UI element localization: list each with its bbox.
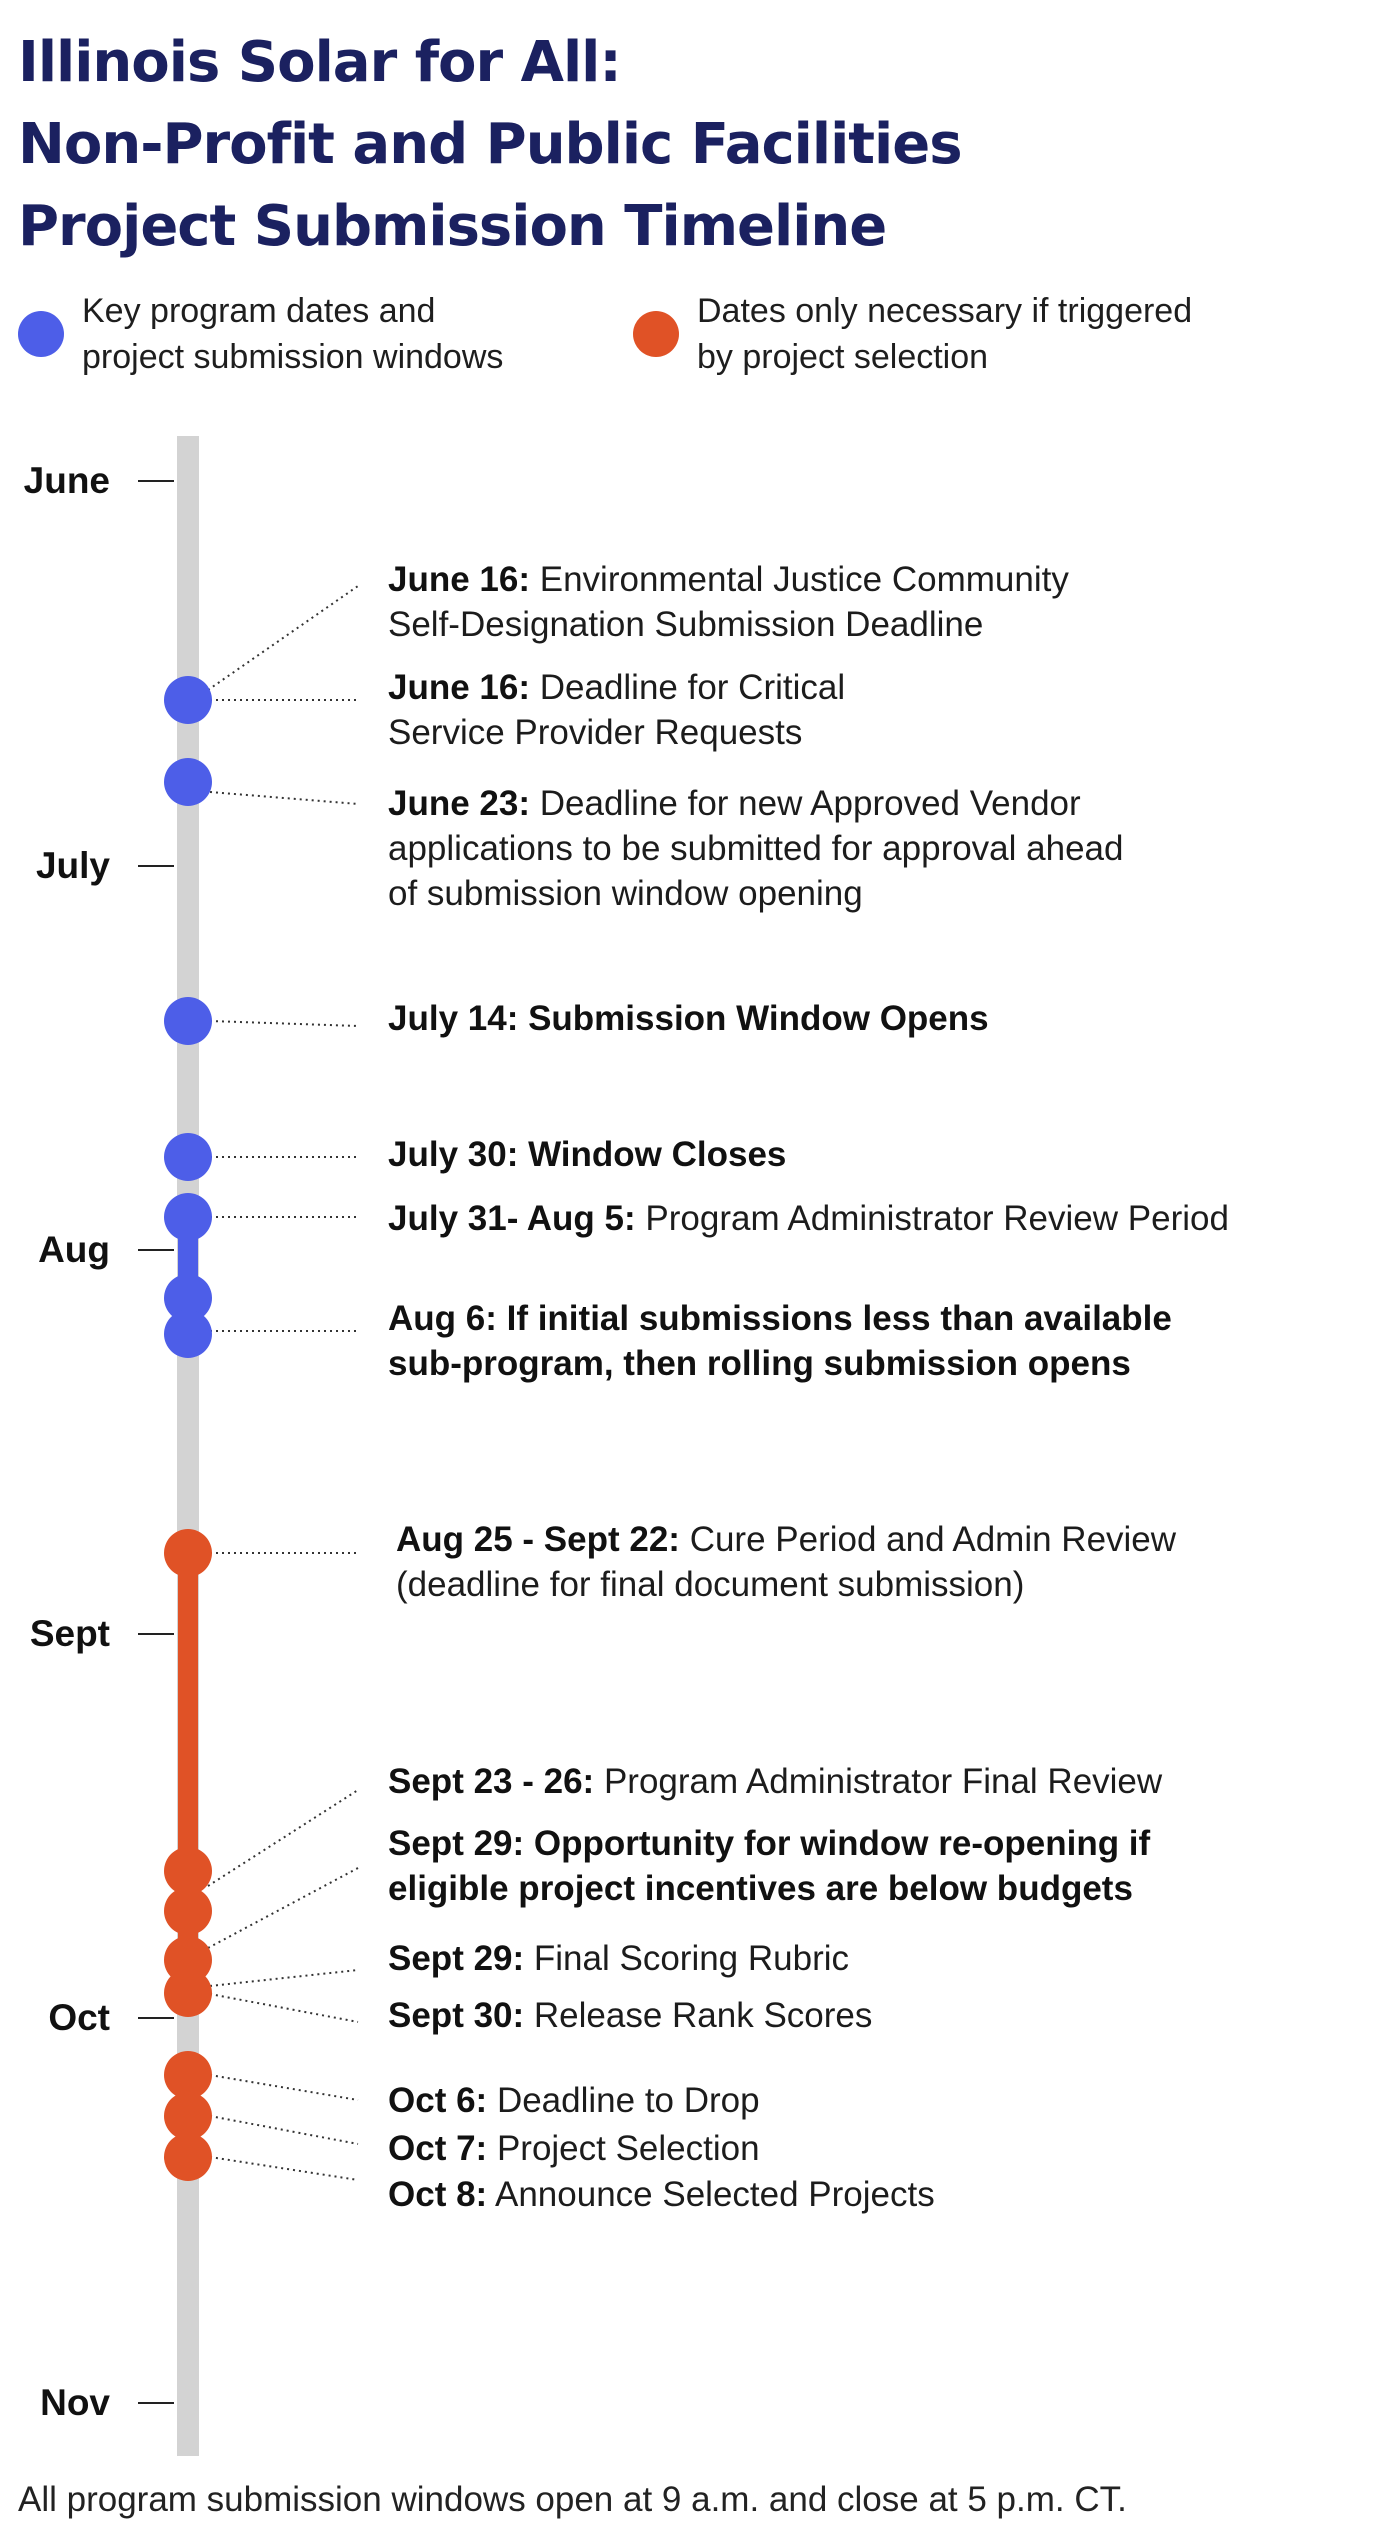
page-title [18,22,962,268]
legend-label-line: Key program dates and [82,292,436,330]
event-date: Sept 30: [388,1996,525,2035]
event-desc: Deadline for new Approved Vendor [539,784,1081,823]
event-date: June 16: [388,560,530,599]
title-line: Illinois Solar for All: [18,30,621,95]
footer-note: All program submission windows open at 9 a.m. and close at 5 p.m. CT. [18,2480,1127,2519]
event-label [388,557,1069,647]
event-desc: Announce Selected Projects [495,2175,935,2214]
event-label [388,1821,1150,1911]
event-date: Oct 6: [388,2081,488,2120]
event-label [388,781,1123,916]
event-desc: Program Administrator Final Review [603,1762,1163,1801]
event-label [388,1132,786,1177]
event-desc: Self-Designation Submission Deadline [388,605,984,644]
event-date: July 14: Submission Window Opens [388,999,989,1038]
month-label-aug: Aug [38,1229,110,1270]
event-dot [164,1887,212,1935]
month-label-sept: Sept [29,1613,110,1654]
event-dot [164,1969,212,2017]
month-label-july: July [35,845,110,886]
event-desc: Service Provider Requests [388,713,803,752]
event-desc: Final Scoring Rubric [533,1939,850,1978]
legend-item-triggered-dates [633,288,1192,380]
event-label [388,1993,872,2038]
event-dot [164,2092,212,2140]
event-desc: Release Rank Scores [533,1996,873,2035]
event-label [388,665,845,755]
event-label [396,1517,1176,1607]
legend-blue-dot [18,311,64,357]
legend-label [82,288,503,380]
event-desc: Deadline to Drop [496,2081,760,2120]
event-label [388,1759,1162,1804]
event-dot [164,2051,212,2099]
event-label [388,1936,849,1981]
event-date: June 16: [388,668,530,707]
event-dot [164,758,212,806]
event-date: Sept 23 - 26: [388,1762,595,1801]
connector [208,586,358,690]
connector [210,1970,358,1986]
event-dot [164,997,212,1045]
event-desc: Environmental Justice Community [539,560,1069,599]
event-dot [164,2133,212,2181]
event-dot [164,1193,212,1241]
event-date: Aug 6: If initial submissions less than available [388,1299,1172,1338]
event-desc: (deadline for final document submission) [396,1565,1025,1604]
event-label [388,1196,1229,1241]
connector [210,792,358,804]
connector [210,2157,358,2180]
event-dot [164,1529,212,1577]
event-desc: Deadline for Critical [539,668,846,707]
connector [210,1994,358,2022]
title-line: Non-Profit and Public Facilities [18,112,962,177]
connectors [208,586,358,2180]
event-date: eligible project incentives are below budgets [388,1869,1133,1908]
event-date: July 30: Window Closes [388,1135,787,1174]
month-label-june: June [23,460,110,501]
connector [208,1790,358,1886]
event-label [388,996,989,1041]
event-date: Aug 25 - Sept 22: [396,1520,680,1559]
event-label [388,1296,1172,1386]
event-dot [164,1133,212,1181]
event-desc: Program Administrator Review Period [645,1199,1229,1238]
event-date: Sept 29: Opportunity for window re-opening if [388,1824,1151,1863]
event-label [388,2078,760,2123]
connector [210,1021,358,1026]
legend-label [697,288,1192,380]
event-date: June 23: [388,784,530,823]
event-date: Sept 29: [388,1939,525,1978]
event-date: Oct 7: [388,2129,488,2168]
event-date: Oct 8: [388,2175,488,2214]
connector [210,2075,358,2100]
month-label-oct: Oct [48,1997,110,2038]
legend-orange-dot [633,311,679,357]
connector [208,1868,358,1948]
event-desc: Project Selection [496,2129,760,2168]
event-desc: Cure Period and Admin Review [689,1520,1177,1559]
event-label [388,2172,935,2217]
event-desc: applications to be submitted for approval ahead [388,829,1124,868]
month-label-nov: Nov [40,2382,110,2423]
event-label [388,2126,760,2171]
event-desc: of submission window opening [388,874,863,913]
title-line: Project Submission Timeline [18,194,887,259]
legend-label-line: project submission windows [82,338,504,376]
period-bar-cure [178,1553,198,1891]
event-date: sub-program, then rolling submission opens [388,1344,1131,1383]
event-date: July 31- Aug 5: [388,1199,636,1238]
legend-label-line: Dates only necessary if triggered [697,292,1193,330]
legend-label-line: by project selection [697,338,989,376]
event-dot [164,1310,212,1358]
event-dot [164,676,212,724]
legend-item-key-dates [18,288,503,380]
connector [210,2116,358,2144]
